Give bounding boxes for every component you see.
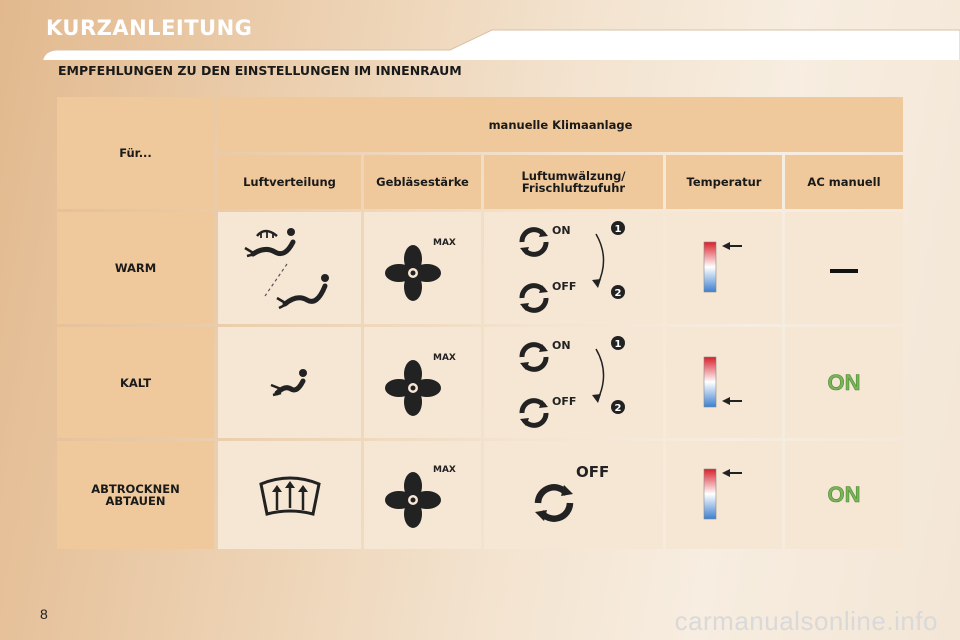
column-header-label: Gebläsestärke bbox=[376, 175, 469, 189]
recirculation-off-icon bbox=[524, 455, 624, 535]
cell-ac bbox=[785, 327, 903, 438]
column-header bbox=[666, 155, 782, 209]
temperature-warm-icon bbox=[694, 238, 754, 298]
page-title: KURZANLEITUNG bbox=[46, 16, 253, 40]
off-label: OFF bbox=[551, 394, 576, 408]
row-header-abtauen bbox=[57, 441, 214, 549]
cell-recirculation bbox=[484, 441, 663, 549]
cell-temperatur bbox=[666, 441, 782, 549]
column-header bbox=[364, 155, 481, 209]
section-title: EMPFEHLUNGEN ZU DEN EINSTELLUNGEN IM INNENRAUM bbox=[58, 63, 462, 78]
cell-temperatur bbox=[666, 327, 782, 438]
step-2-badge: 2 bbox=[614, 402, 621, 414]
recirculation-icon bbox=[520, 285, 548, 311]
row-label: WARM bbox=[114, 261, 157, 275]
step-1-badge: 1 bbox=[614, 338, 621, 350]
group-header-label: manuelle Klimaanlage bbox=[488, 117, 633, 132]
recirculation-icon bbox=[520, 344, 548, 370]
ac-on-indicator: ON bbox=[827, 482, 861, 507]
recirculation-on-off-icon bbox=[514, 218, 634, 318]
row-header-kalt bbox=[57, 327, 214, 438]
cell-ac bbox=[785, 441, 903, 549]
step-1-badge: 1 bbox=[614, 224, 621, 235]
fan-max-label: MAX bbox=[432, 465, 456, 475]
ac-on-indicator: ON bbox=[827, 369, 861, 395]
row-label: KALT bbox=[119, 375, 152, 390]
off-label: OFF bbox=[575, 463, 609, 481]
corner-header bbox=[57, 97, 214, 209]
cell-geblaese bbox=[364, 327, 481, 438]
column-header-label: Luftverteilung bbox=[243, 175, 336, 189]
watermark: carmanualsonline.info bbox=[674, 606, 938, 636]
step-2-badge: 2 bbox=[614, 288, 621, 299]
corner-label: Für... bbox=[119, 146, 152, 160]
cell-ac bbox=[785, 212, 903, 324]
fan-max-icon bbox=[383, 233, 463, 303]
column-header-label: Luftumwälzung/ Frischluftzufuhr bbox=[521, 168, 626, 195]
column-header bbox=[785, 155, 903, 209]
windscreen-demist-icon bbox=[255, 470, 325, 520]
temperature-warm-icon bbox=[694, 465, 754, 525]
recirculation-icon bbox=[520, 400, 548, 426]
cell-geblaese bbox=[364, 212, 481, 324]
recirculation-on-off-icon bbox=[514, 333, 634, 433]
cell-luftverteilung bbox=[218, 327, 361, 438]
column-header-label: AC manuell bbox=[807, 175, 881, 189]
cell-luftverteilung bbox=[218, 441, 361, 549]
recirculation-icon bbox=[520, 229, 548, 255]
on-label: ON bbox=[551, 224, 571, 237]
fan-max-icon bbox=[383, 348, 463, 418]
fan-max-label: MAX bbox=[432, 238, 456, 248]
ac-not-applicable bbox=[830, 269, 858, 273]
fan-max-icon bbox=[383, 460, 463, 530]
fan-max-label: MAX bbox=[432, 352, 456, 363]
row-header-warm bbox=[57, 212, 214, 324]
vent-face-icon bbox=[265, 363, 315, 403]
cell-luftverteilung bbox=[218, 212, 361, 324]
cell-recirculation bbox=[484, 327, 663, 438]
cell-temperatur bbox=[666, 212, 782, 324]
recirculation-icon bbox=[535, 485, 573, 521]
cell-geblaese bbox=[364, 441, 481, 549]
air-distribution-mixed-icon bbox=[235, 218, 345, 318]
column-header-label: Temperatur bbox=[686, 175, 762, 189]
column-header bbox=[218, 155, 361, 209]
on-label: ON bbox=[551, 338, 571, 352]
row-label: ABTROCKNEN ABTAUEN bbox=[91, 481, 180, 508]
temperature-cold-icon bbox=[694, 353, 754, 413]
cell-recirculation bbox=[484, 212, 663, 324]
off-label: OFF bbox=[551, 280, 576, 293]
column-header bbox=[484, 155, 663, 209]
page-number: 8 bbox=[40, 606, 48, 622]
group-header bbox=[218, 97, 903, 152]
